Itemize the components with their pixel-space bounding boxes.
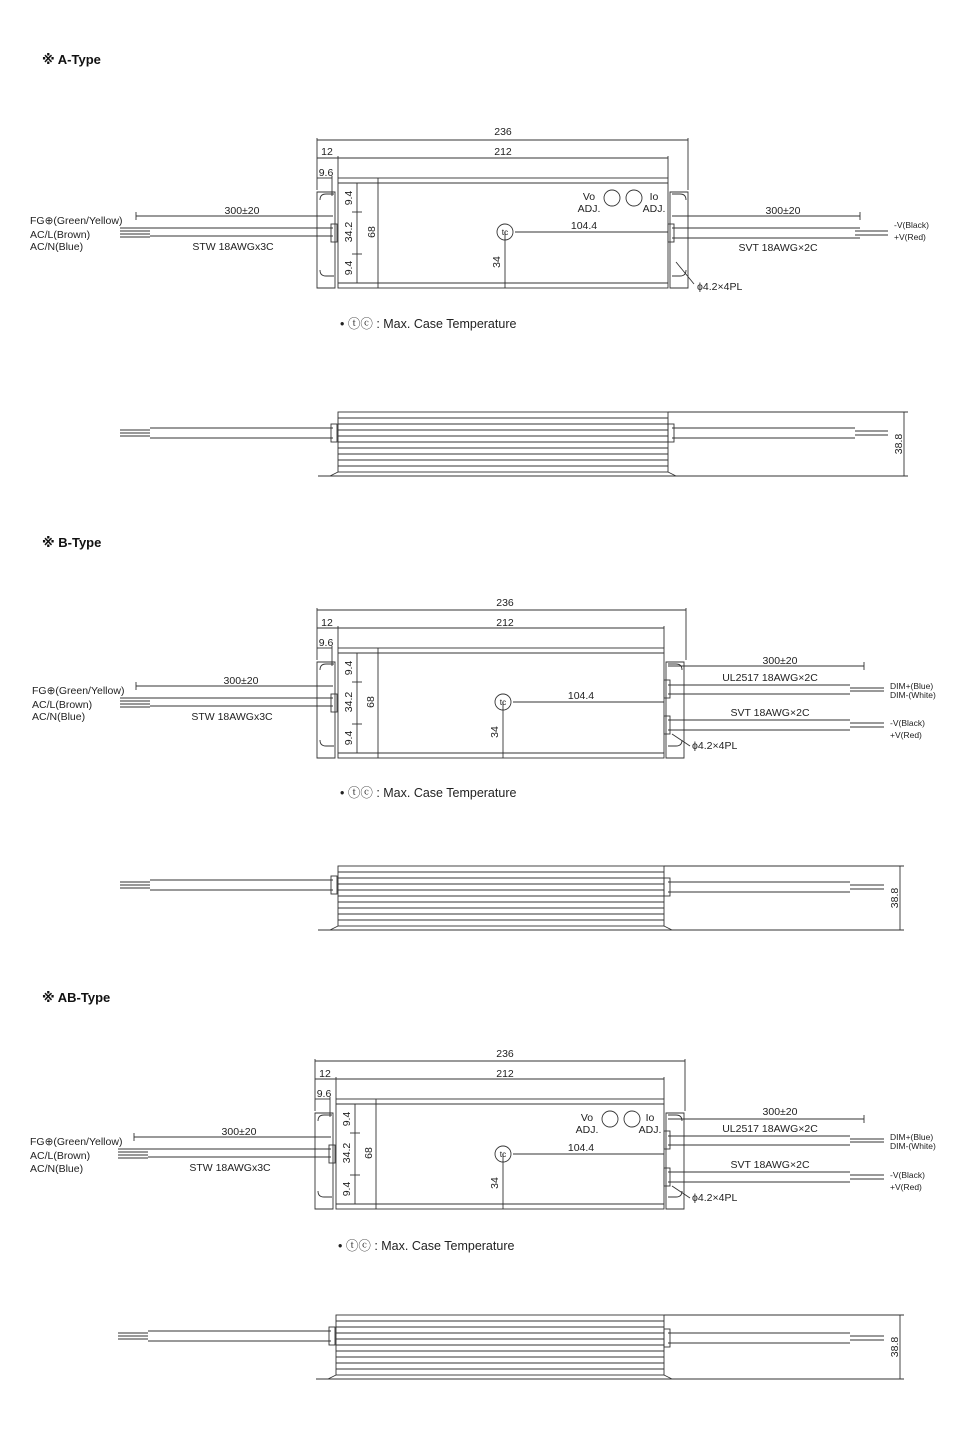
acl-label: AC/L(Brown)	[30, 1150, 91, 1162]
output-cable: SVT 18AWG×2C	[730, 1159, 810, 1171]
input-cable: STW 18AWGx3C	[191, 711, 273, 723]
input-length: 300±20	[221, 1126, 257, 1138]
dim-neg: DIM-(White)	[890, 1141, 936, 1151]
fg-label: FG⊕(Green/Yellow)	[30, 1136, 123, 1148]
dim-half: 34	[489, 1177, 501, 1189]
fg-label: FG⊕(Green/Yellow)	[32, 685, 125, 697]
section-title: ※ AB-Type	[42, 990, 111, 1005]
vo-adj-label: ADJ.	[575, 1124, 599, 1136]
dim-upper: 9.4	[343, 660, 355, 676]
dim-tc-offset: 104.4	[567, 1142, 595, 1154]
dim-body: 212	[496, 617, 514, 629]
acl-label: AC/L(Brown)	[30, 229, 91, 241]
dim-total: 236	[494, 126, 512, 138]
dim-output-cable: UL2517 18AWG×2C	[722, 1123, 818, 1135]
io-adj-label: ADJ.	[642, 203, 666, 215]
dim-lower: 9.4	[343, 260, 355, 276]
dim-output-length: 300±20	[762, 1106, 798, 1118]
dim-neg: DIM-(White)	[890, 690, 936, 700]
dim-total: 236	[496, 1048, 514, 1060]
dim-height: 68	[365, 696, 377, 708]
section-b-type	[0, 480, 960, 950]
tc-symbol: tc	[499, 1149, 507, 1159]
tc-note: • ⓣⓒ : Max. Case Temperature	[338, 1239, 515, 1253]
input-length: 300±20	[223, 675, 259, 687]
output-length: 300±20	[765, 205, 801, 217]
acn-label: AC/N(Blue)	[32, 711, 86, 723]
dim-tc-offset: 104.4	[567, 690, 595, 702]
dim-lower: 9.4	[341, 1181, 353, 1197]
output-neg: -V(Black)	[894, 220, 929, 230]
tc-note: • ⓣⓒ : Max. Case Temperature	[340, 317, 517, 331]
acl-label: AC/L(Brown)	[32, 699, 93, 711]
dim-center: 34.2	[343, 691, 355, 713]
section-ab-type	[0, 935, 960, 1405]
dim-flange: 12	[319, 1068, 331, 1080]
dim-total: 236	[496, 597, 514, 609]
dim-side-height: 38.8	[889, 1336, 901, 1358]
dim-hole-offset: 9.6	[316, 1088, 332, 1100]
dim-flange: 12	[321, 617, 333, 629]
dim-hole-offset: 9.6	[318, 637, 334, 649]
tc-note: • ⓣⓒ : Max. Case Temperature	[340, 786, 517, 800]
io-label: Io	[645, 1112, 655, 1124]
dim-hole-offset: 9.6	[318, 167, 334, 179]
input-cable: STW 18AWGx3C	[192, 241, 274, 253]
output-pos: +V(Red)	[890, 1182, 922, 1192]
holes-label: ϕ4.2×4PL	[692, 1192, 738, 1204]
holes-label: ϕ4.2×4PL	[692, 740, 738, 752]
tc-symbol: tc	[499, 697, 507, 707]
drawing-b-type	[0, 480, 960, 950]
drawing-a-type	[0, 0, 960, 490]
vo-adj-label: ADJ.	[577, 203, 601, 215]
dim-side-height: 38.8	[893, 433, 905, 455]
output-neg: -V(Black)	[890, 718, 925, 728]
output-neg: -V(Black)	[890, 1170, 925, 1180]
input-length: 300±20	[224, 205, 260, 217]
dim-upper: 9.4	[341, 1111, 353, 1127]
tc-symbol: tc	[501, 227, 509, 237]
dim-output-cable: UL2517 18AWG×2C	[722, 672, 818, 684]
section-title: ※ B-Type	[42, 535, 102, 550]
dim-body: 212	[496, 1068, 514, 1080]
output-pos: +V(Red)	[894, 232, 926, 242]
dim-center: 34.2	[341, 1142, 353, 1164]
acn-label: AC/N(Blue)	[30, 1163, 84, 1175]
dim-side-height: 38.8	[889, 887, 901, 909]
io-adj-label: ADJ.	[638, 1124, 662, 1136]
dim-height: 68	[363, 1147, 375, 1159]
dim-upper: 9.4	[343, 190, 355, 206]
dim-half: 34	[489, 726, 501, 738]
dim-half: 34	[491, 256, 503, 268]
dim-center: 34.2	[343, 221, 355, 243]
input-cable: STW 18AWGx3C	[189, 1162, 271, 1174]
output-pos: +V(Red)	[890, 730, 922, 740]
holes-label: ϕ4.2×4PL	[697, 281, 743, 293]
dim-pos: DIM+(Blue)	[890, 681, 934, 691]
vo-label: Vo	[580, 1112, 594, 1124]
dim-pos: DIM+(Blue)	[890, 1132, 934, 1142]
output-cable: SVT 18AWG×2C	[730, 707, 810, 719]
vo-label: Vo	[582, 191, 596, 203]
dim-body: 212	[494, 146, 512, 158]
drawing-ab-type	[0, 935, 960, 1405]
output-cable: SVT 18AWG×2C	[738, 242, 818, 254]
io-label: Io	[649, 191, 659, 203]
section-title: ※ A-Type	[42, 52, 101, 67]
dim-lower: 9.4	[343, 730, 355, 746]
dim-flange: 12	[321, 146, 333, 158]
acn-label: AC/N(Blue)	[30, 241, 84, 253]
section-a-type	[0, 0, 960, 490]
fg-label: FG⊕(Green/Yellow)	[30, 215, 123, 227]
dim-output-length: 300±20	[762, 655, 798, 667]
dim-tc-offset: 104.4	[570, 220, 598, 232]
dim-height: 68	[366, 226, 378, 238]
